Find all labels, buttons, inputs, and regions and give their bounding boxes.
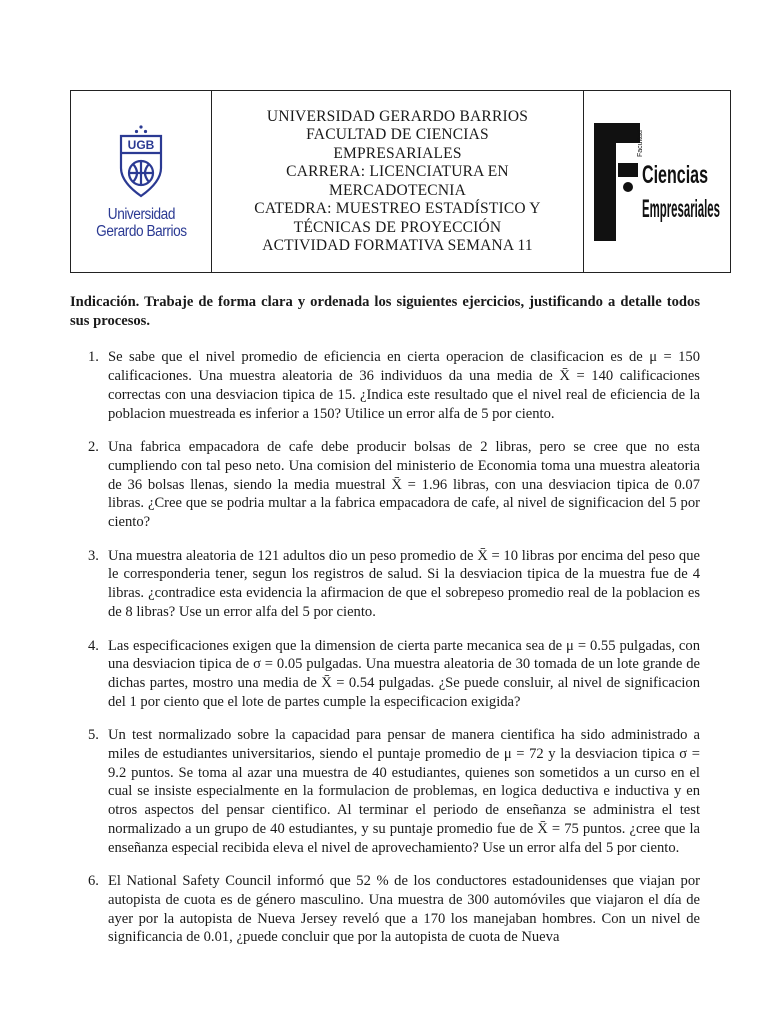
exercise-text: Un test normalizado sobre la capacidad para pensar de manera cientifica ha sido administrado a miles de estudiantes universitarios, siendo el puntaje promedio de μ = 72 y la desviacion tipica σ = 9.2 puntos. Se toma al azar una muestra de 40 estudiantes, quienes son sometidos a un curso en el cual se insiste especialmente en la formulacion de problemas, en logica deductiva e inductiva y en otros aspectos del pensar cientifico. Al terminar el periodo de enseñanza se administra el test normalizado a un grupo de 40 estudiantes, y su puntaje promedio fue de X̄ = 75 puntos. ¿cree que la enseñanza especial recibida eleva el nivel de aprovechamiento? Use un error alfa del 5 por ciento.	[108, 727, 700, 856]
header-title	[212, 91, 584, 272]
ugb-shield-icon	[116, 124, 166, 200]
ugb-name-line-1: Universidad	[107, 205, 175, 223]
title-line-4: CARRERA: LICENCIATURA EN	[286, 163, 509, 180]
faculty-small-text: Facultad	[637, 129, 644, 157]
title-line-7: TÉCNICAS DE PROYECCIÓN	[293, 218, 502, 236]
exercise-number: 6.	[88, 873, 99, 890]
title-line-6: CATEDRA: MUESTREO ESTADÍSTICO Y	[254, 200, 541, 217]
document-body	[70, 293, 700, 962]
title-line-1: UNIVERSIDAD GERARDO BARRIOS	[266, 107, 529, 125]
exercise-item	[70, 348, 700, 423]
faculty-word-2: Empresariales	[642, 194, 720, 223]
exercise-list	[70, 348, 700, 947]
ugb-logo-cell	[71, 91, 212, 272]
exercise-text: Una muestra aleatoria de 121 adultos dio un peso promedio de X̄ = 10 libras por encima del peso que le corresponderia tener, segun los registros de salud. Si la desviacion tipica de la muestra fue de 4 libras. ¿contradice esta evidencia la afirmacion de que el sobrepeso promedio real de la poblacion es de 8 libras? Use un error alfa del 5 por ciento.	[108, 547, 700, 620]
ugb-badge-text: UGB	[127, 137, 155, 152]
title-line-3: EMPRESARIALES	[333, 144, 462, 162]
exercise-number: 4.	[88, 637, 99, 654]
exercise-item	[70, 726, 700, 857]
exercise-text: Se sabe que el nivel promedio de eficiencia en cierta operacion de clasificacion es de μ = 150 calificaciones. Una muestra aleatoria de 36 individuos da una media de X̄ = 140 calificaciones correctas con una desviacion tipica de 15. ¿Indica este resultado que el nivel real de eficiencia de la poblacion muestreada es inferior a 150? Utilice un error alfa de 5 por ciento.	[108, 349, 700, 422]
exercise-item	[70, 637, 700, 712]
header-table	[70, 90, 731, 273]
exercise-item	[70, 438, 700, 532]
ugb-name-line-2: Gerardo Barrios	[95, 222, 187, 240]
title-line-2: FACULTAD DE CIENCIAS	[306, 126, 489, 143]
faculty-word-1: Ciencias	[642, 160, 708, 189]
exercise-text: El National Safety Council informó que 52 % de los conductores estadounidenses que viajan por autopista de cuota es de género masculino. Una muestra de 300 automóviles que viajaron el día de ayer por la autopista de Nueva Jersey reveló que a 170 los manejaban hombres. Con un nivel de significancia de 0.01, ¿puede concluir que por la autopista de cuota de Nueva	[108, 873, 700, 946]
exercise-item	[70, 547, 700, 622]
exercise-item	[70, 872, 700, 947]
exercise-number: 5.	[88, 727, 99, 744]
title-line-8: ACTIVIDAD FORMATIVA SEMANA 11	[262, 237, 533, 254]
indicacion-paragraph: Indicación. Trabaje de forma clara y ordenada los siguientes ejercicios, justificando a detalle todos sus procesos.	[70, 294, 700, 329]
exercise-number: 2.	[88, 439, 99, 456]
title-line-5: MERCADOTECNIA	[329, 181, 466, 199]
faculty-logo-icon	[592, 117, 722, 247]
exercise-text: Las especificaciones exigen que la dimension de cierta parte mecanica sea de μ = 0.55 pulgadas, con una desviacion tipica de σ = 0.05 pulgadas. Una muestra aleatoria de 30 tomada de un lote grande de dichas partes, mostro una media de X̄ = 0.54 pulgadas. ¿Se puede consluir, al nivel de significacion del 1 por ciento que el lote de partes cumple la especificacion exigida?	[108, 637, 700, 710]
faculty-logo-cell	[584, 91, 730, 272]
exercise-text: Una fabrica empacadora de cafe debe producir bolsas de 2 libras, pero se cree que no esta cumpliendo con tal peso neto. Una comision del ministerio de Economia toma una muestra aleatoria de 36 bolsas llenas, siendo la media muestral X̄ = 1.96 libras, con una desviacion tipica de 0.07 libras. ¿Cree que se podria multar a la fabrica empacadora de cafe, al nivel de significacion del 5 por ciento?	[108, 439, 700, 531]
exercise-number: 3.	[88, 547, 99, 564]
exercise-number: 1.	[88, 349, 99, 366]
ugb-name	[96, 206, 186, 240]
